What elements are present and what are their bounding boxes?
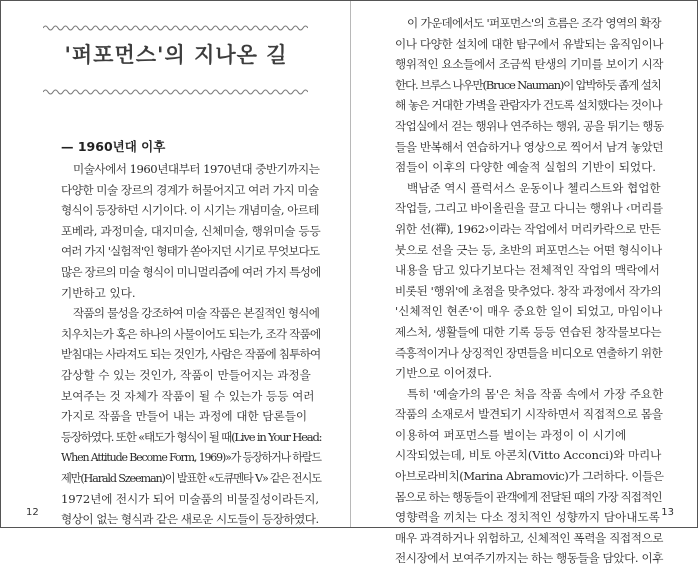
text-line: 기반으로 이어졌다. [395,366,492,381]
text-line: 1972년에 전시가 되어 미술품의 비물질성이라든지, [61,491,319,506]
text-line: 전시장에서 보여주기까지는 하는 행동들을 담았다. 이후 [395,551,664,566]
text-line: 위한 선(禪), 1962›이라는 작업에서 머리카락으로 만든 [395,221,661,236]
page-number-right: 13 [661,507,674,518]
text-line: 포베라, 과정미술, 대지미술, 신체미술, 행위미술 등등 [61,223,321,238]
text-line: 붓으로 선을 긋는 등, 초반의 퍼포먼스는 어떤 형식이나 [395,242,662,257]
title-wave-ornament-top [43,23,308,33]
text-line: 등장하였다. 또한 «태도가 형식이 될 때(Live in Your Head: [61,429,322,444]
text-line: 기반하고 있다. [61,285,136,300]
text-line: 이용하여 퍼포먼스를 벌이는 과정이 이 시기에 [395,427,627,442]
section-subheading: — 1960년대 이후 [61,139,166,154]
page-number-left: 12 [26,507,39,518]
text-line: 여러 가지 '실험적'인 형태가 쏟아지던 시기로 무엇보다도 [61,244,320,259]
text-line: 감상할 수 있는 것인가, 작품이 만들어지는 과정을 [61,367,311,382]
text-line: 영향력을 끼치는 다소 정치적인 성향까지 담아내도록 [395,510,660,525]
text-line: 제만(Harald Szeeman)이 발표한 «도큐멘타 V» 같은 전시도 [61,470,321,485]
text-line: 작업들, 그리고 바이올린을 끌고 다니는 행위나 ‹머리를 [395,201,663,216]
text-line: 형식이 등장하던 시기이다. 이 시기는 개념미술, 아르테 [61,203,319,218]
text-line: 백남준 역시 플럭서스 운동이나 첼리스트와 협업한 [407,180,661,195]
text-line: 내용을 담고 있다기보다는 전체적인 작업의 맥락에서 [395,263,660,278]
text-line: 작품의 물성을 강조하여 미술 작품은 본질적인 형식에 [73,306,320,321]
text-line: 치우치는가 혹은 하나의 사물이어도 되는가, 조각 작품에 [61,326,321,341]
text-line: 받침대는 사라져도 되는 것인가, 사람은 작품에 침투하여 [61,347,321,362]
text-line: 특히 '예술가의 몸'은 처음 작품 속에서 가장 주요한 [407,386,664,401]
text-line: 많은 장르의 미술 형식이 미니멀리즘에 여러 가지 특성에 [61,264,321,279]
text-line: 점들이 이후의 다양한 예술적 실험의 기반이 되었다. [395,160,656,175]
title-wave-ornament-bottom [43,87,308,97]
text-line: 해 놓은 거대한 가벽을 관람자가 건도록 설치했다는 것이나 [395,98,662,113]
text-line: 보여주는 것 자체가 작품이 될 수 있는가 등등 여러 [61,388,315,403]
text-line: 들을 반복해서 연습하거나 영상으로 찍어서 남겨 놓았던 [395,139,664,154]
right-body-text [395,13,663,569]
text-line: 형상이 없는 형식과 같은 새로운 시도들이 등장하였다. [61,512,319,527]
text-line: 즉흥적이거나 상징적인 장면들을 비디오로 연출하기 위한 [395,345,662,360]
text-line: 다양한 미술 장르의 경계가 허물어지고 여러 가지 미술 [61,182,319,197]
text-line: 매우 과격하거나 위험하고, 신체적인 폭력을 직접적으로 [395,530,664,545]
text-line: 시작되었는데, 비토 아콘치(Vitto Acconci)와 마리나 [395,448,662,463]
left-body-text [61,159,321,530]
text-line: When Attitude Become Form, 1969)»가 등장하거나 하랄드 [61,450,321,465]
text-line: '신체적인 현존'이 매우 중요한 일이 되었고, 마임이나 [395,304,663,319]
text-line: 몸으로 하는 행동들이 관객에게 전달된 때의 가장 직접적인 [395,489,662,504]
left-page [1,1,350,527]
text-line: 가지로 작품을 만들어 내는 과정에 대한 담론들이 [61,409,308,424]
text-line: 비롯된 '행위'에 초점을 맞추었다. 창작 과정에서 작가의 [395,283,662,298]
text-line: 미술사에서 1960년대부터 1970년대 중반기까지는 [73,162,320,176]
text-line: 이나 다양한 설치에 대한 탐구에서 유발되는 움직임이나 [395,36,664,51]
text-line: 행위적인 요소들에서 조금씩 탄생의 기미를 보이기 시작 [395,57,664,72]
right-page [351,1,699,566]
text-line: 제스처, 생활들에 대한 기록 등등 연습된 창작물보다는 [395,324,662,339]
text-line: 아브로라비치(Marina Abramovic)가 그러하다. 이들은 [395,469,664,484]
text-line: 작업실에서 걷는 행위나 연주하는 행위, 공을 튀기는 행동 [395,118,664,133]
text-line: 한다. 브루스 나우만(Bruce Nauman)이 압박하듯 좁게 설치 [395,77,661,92]
text-line: 작품의 소재로서 발견되기 시작하면서 직접적으로 몸을 [395,407,663,422]
chapter-title: '퍼포먼스'의 지나온 길 [64,43,288,67]
text-line: 이 가운데에서도 '퍼포먼스'의 흐름은 조각 영역의 확장 [407,16,661,30]
